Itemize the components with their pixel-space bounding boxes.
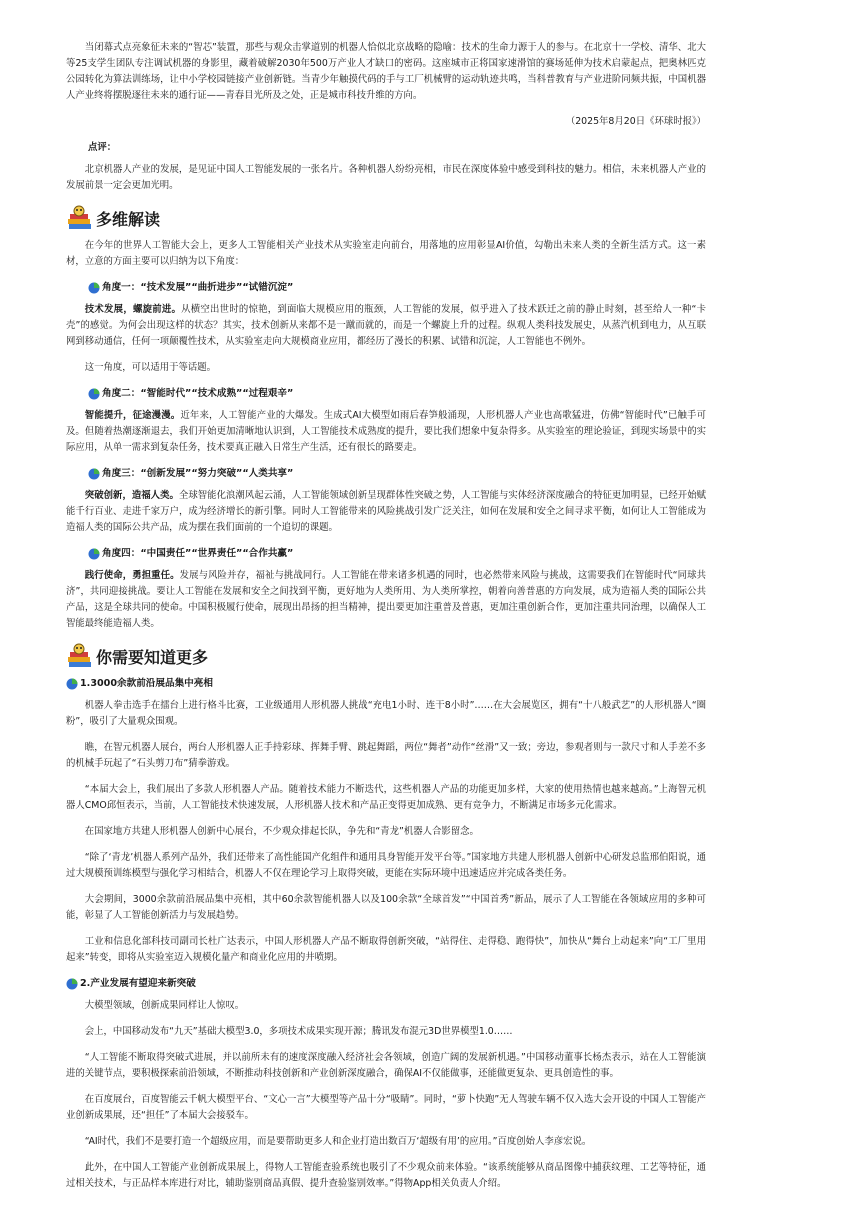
body-paragraph: 在国家地方共建人形机器人创新中心展台，不少观众排起长队，争先和“青龙”机器人合影留念。	[84, 826, 479, 837]
angle-lead: 技术发展，螺旋前进。	[84, 304, 182, 315]
body-paragraph: 工业和信息化部科技司副司长杜广达表示，中国人形机器人产品不断取得创新突破，“站得住、走得稳、跑得快”，加快从“舞台上动起来”向“工厂里用起来”转变，即将从实验室迈入规模化量产和商业化应用的井喷期。	[66, 936, 706, 963]
angle-text: 全球智能化浪潮风起云涌，人工智能领域创新呈现群体性突破之势，人工智能与实体经济深度融合的特征更加明显，已经开始赋能千行百业、走进千家万户，成为经济增长的新引擎。同时人工智能带来的风险挑战引发广泛关注，如何在发展和安全之间寻求平衡，如何让人工智能成为造福人类的国际公共产品，成为摆在我们面前的一个追切的课题。	[66, 490, 706, 533]
article	[66, 40, 706, 1202]
angle-paragraph	[66, 302, 706, 350]
angle-heading-text: 角度四：“中国责任”“世界责任”“合作共赢”	[102, 548, 294, 559]
section-heading-multi-dim	[66, 204, 706, 232]
angle-paragraph	[66, 408, 706, 456]
angle-lead: 突破创新，造福人类。	[84, 490, 179, 501]
angle-heading-text: 角度三：“创新发展”“努力突破”“人类共享”	[102, 468, 294, 479]
angle-heading	[88, 546, 706, 562]
angle-heading	[88, 280, 706, 296]
body-paragraph: “人工智能不断取得突破式进展，并以前所未有的速度深度融入经济社会各领域，创造广阔的发展新机遇。”中国移动董事长杨杰表示，站在人工智能演进的关键节点，要积极探索前沿领域，不断推动科技创新和产业创新深度融合，确保AI不仅能做事，还能做更复杂、更具创造性的事。	[66, 1052, 706, 1079]
section-title: 多维解读	[96, 209, 161, 229]
pie-bullet-icon	[88, 468, 100, 480]
body-paragraph: 此外，在中国人工智能产业创新成果展上，得物人工智能查验系统也吸引了不少观众前来体验。“该系统能够从商品图像中捕获纹理、工艺等特征，通过相关技术，与正品样本库进行对比，辅助鉴别商品真假、提升查验鉴别效率。”得物App相关负责人介绍。	[66, 1162, 706, 1189]
angle-text: 从横空出世时的惊艳，到面临大规模应用的瓶颈，人工智能的发展，似乎进入了技术跃迁之前的静止时刻，甚至给人一种“卡壳”的感觉。为何会出现这样的状态？其实，技术创新从来都不是一蹴而就的，而是一个螺旋上升的过程。纵观人类科技发展史，从蒸汽机到电力，从互联网到移动通信，任何一项颠覆性技术，从实验室走向大规模商业应用，都经历了漫长的积累、试错和沉淀，人工智能也不例外。	[66, 304, 706, 347]
section-title: 你需要知道更多	[96, 647, 209, 667]
body-paragraph: 机器人拳击选手在擂台上进行格斗比赛，工业级通用人形机器人挑战“充电1小时、连干8小时”……在大会展览区，拥有“十八般武艺”的人形机器人“圈粉”，吸引了大量观众围观。	[66, 700, 706, 727]
pie-bullet-icon	[88, 282, 100, 294]
section-heading-know-more	[66, 642, 706, 670]
body-paragraph: 瞧，在智元机器人展台，两台人形机器人正手持彩球、挥舞手臂、跳起舞蹈，两位“舞者”动作“丝滑”又一致；旁边，参观者则与一款尺寸和人手差不多的机械手玩起了“石头剪刀布”猜拳游戏。	[66, 742, 706, 769]
angle-heading	[88, 386, 706, 402]
angle-heading-text: 角度一：“技术发展”“曲折进步”“试错沉淀”	[102, 282, 294, 293]
section-intro: 在今年的世界人工智能大会上，更多人工智能相关产业技术从实验室走向前台，用落地的应用彰显AI价值，勾勒出未来人类的全新生活方式。这一素材，立意的方面主要可以归纳为以下角度：	[66, 240, 706, 267]
angle-lead: 智能提升，征途漫漫。	[84, 410, 181, 421]
angle-paragraph	[66, 488, 706, 536]
pie-bullet-icon	[88, 388, 100, 400]
subsection-heading-text: 2.产业发展有望迎来新突破	[80, 978, 196, 989]
pie-bullet-icon	[88, 548, 100, 560]
body-paragraph: 大模型领域，创新成果同样让人惊叹。	[84, 1000, 245, 1011]
pie-bullet-icon	[66, 678, 78, 690]
angle-heading-text: 角度二：“智能时代”“技术成熟”“过程艰辛”	[102, 388, 294, 399]
body-paragraph: 会上，中国移动发布“九天”基础大模型3.0，多项技术成果实现开源；腾讯发布混元3D世界模型1.0……	[84, 1026, 513, 1037]
body-paragraph: “本届大会上，我们展出了多款人形机器人产品。随着技术能力不断迭代，这些机器人产品的功能更加多样，大家的使用热情也越来越高。”上海智元机器人CMO邱恒表示，当前，人工智能技术快速发展，人形机器人技术和产品正变得更加成熟、更有竞争力，不断满足市场多元化需求。	[66, 784, 706, 811]
body-paragraph: 在百度展台，百度智能云千帆大模型平台、“文心一言”大模型等产品十分“吸睛”。同时，“萝卜快跑”无人驾驶车辆不仅入选大会开设的中国人工智能产业创新成果展，还“担任”了本届大会接驳车。	[66, 1094, 706, 1121]
books-icon	[66, 643, 94, 669]
books-icon	[66, 205, 94, 231]
angle-paragraph	[66, 568, 706, 632]
intro-paragraph: 当闭幕式点亮象征未来的“智芯”装置，那些与观众击掌道别的机器人恰似北京战略的隐喻：技术的生命力源于人的参与。在北京十一学校、清华、北大等25支学生团队专注调试机器的身影里，藏着破解2030年500万产业人才缺口的密码。这座城市正将国家速滑馆的赛场延伸为技术启蒙起点，把奥林匹克公园转化为算法训练场，让中小学校园链接产业创新链。当青少年触摸代码的手与工厂机械臂的运动轨迹共鸣，当科普教育与产业进阶同频共振，中国机器人产业终将摆脱逐往未来的通行证——青春目光所及之处，正是城市科技升维的方向。	[66, 42, 706, 101]
body-paragraph: 大会期间，3000余款前沿展品集中亮相，其中60余款智能机器人以及100余款“全球首发”“中国首秀”新品，展示了人工智能在各领域应用的多种可能，彰显了人工智能创新活力与发展趋势。	[66, 894, 706, 921]
comment-text: 北京机器人产业的发展，是见证中国人工智能发展的一张名片。各种机器人纷纷亮相，市民在深度体验中感受到科技的魅力。相信，未来机器人产业的发展前景一定会更加光明。	[66, 164, 706, 191]
comment-label: 点评：	[88, 142, 117, 153]
body-paragraph: “AI时代，我们不是要打造一个超级应用，而是要帮助更多人和企业打造出数百万‘超级有用’的应用。”百度创始人李彦宏说。	[84, 1136, 592, 1147]
pie-bullet-icon	[66, 978, 78, 990]
subsection-heading	[66, 976, 706, 992]
angle-heading	[88, 466, 706, 482]
source-citation: （2025年8月20日《环球时报》）	[565, 116, 706, 127]
angle-text: 近年来，人工智能产业的大爆发。生成式AI大模型如雨后春笋般涌现，人形机器人产业也高歌猛进，仿佛“智能时代”已触手可及。但随着热潮逐渐退去，我们开始更加清晰地认识到，人工智能技术成熟度的提升，要比我们想象中复杂得多。从实验室的理论验证，到现实场景中的实际应用，从单一需求到复杂任务，技术要真正融入日常生产生活，还有很长的路要走。	[66, 410, 706, 453]
angle-extra: 这一角度，可以适用于等话题。	[84, 362, 217, 373]
subsection-heading-text: 1.3000余款前沿展品集中亮相	[80, 678, 213, 689]
angle-text: 发展与风险并存，福祉与挑战同行。人工智能在带来诸多机遇的同时，也必然带来风险与挑战，这需要我们在智能时代“同球共济”，共同迎接挑战。要让人工智能在发展和安全之间找到平衡，更好地为人类所用、为人类所掌控，朝着向善普惠的方向发展，成为造福人类的国际公共产品，这是全球共同的使命。中国积极履行使命，展现出昂扬的担当精神，提出要更加注重普及普惠，更加注重创新合作，更加注重共同治理，以确保人工智能最终能造福人类。	[66, 570, 706, 629]
angle-lead: 践行使命，勇担重任。	[84, 570, 180, 581]
body-paragraph: “除了‘青龙’机器人系列产品外，我们还带来了高性能国产化组件和通用具身智能开发平台等。”国家地方共建人形机器人创新中心研发总监邢伯阳说，通过大规模预训练模型与强化学习相结合，机器人不仅在理论学习上取得突破，更能在实际环境中迅速适应并完成各类任务。	[66, 852, 706, 879]
subsection-heading	[66, 676, 706, 692]
